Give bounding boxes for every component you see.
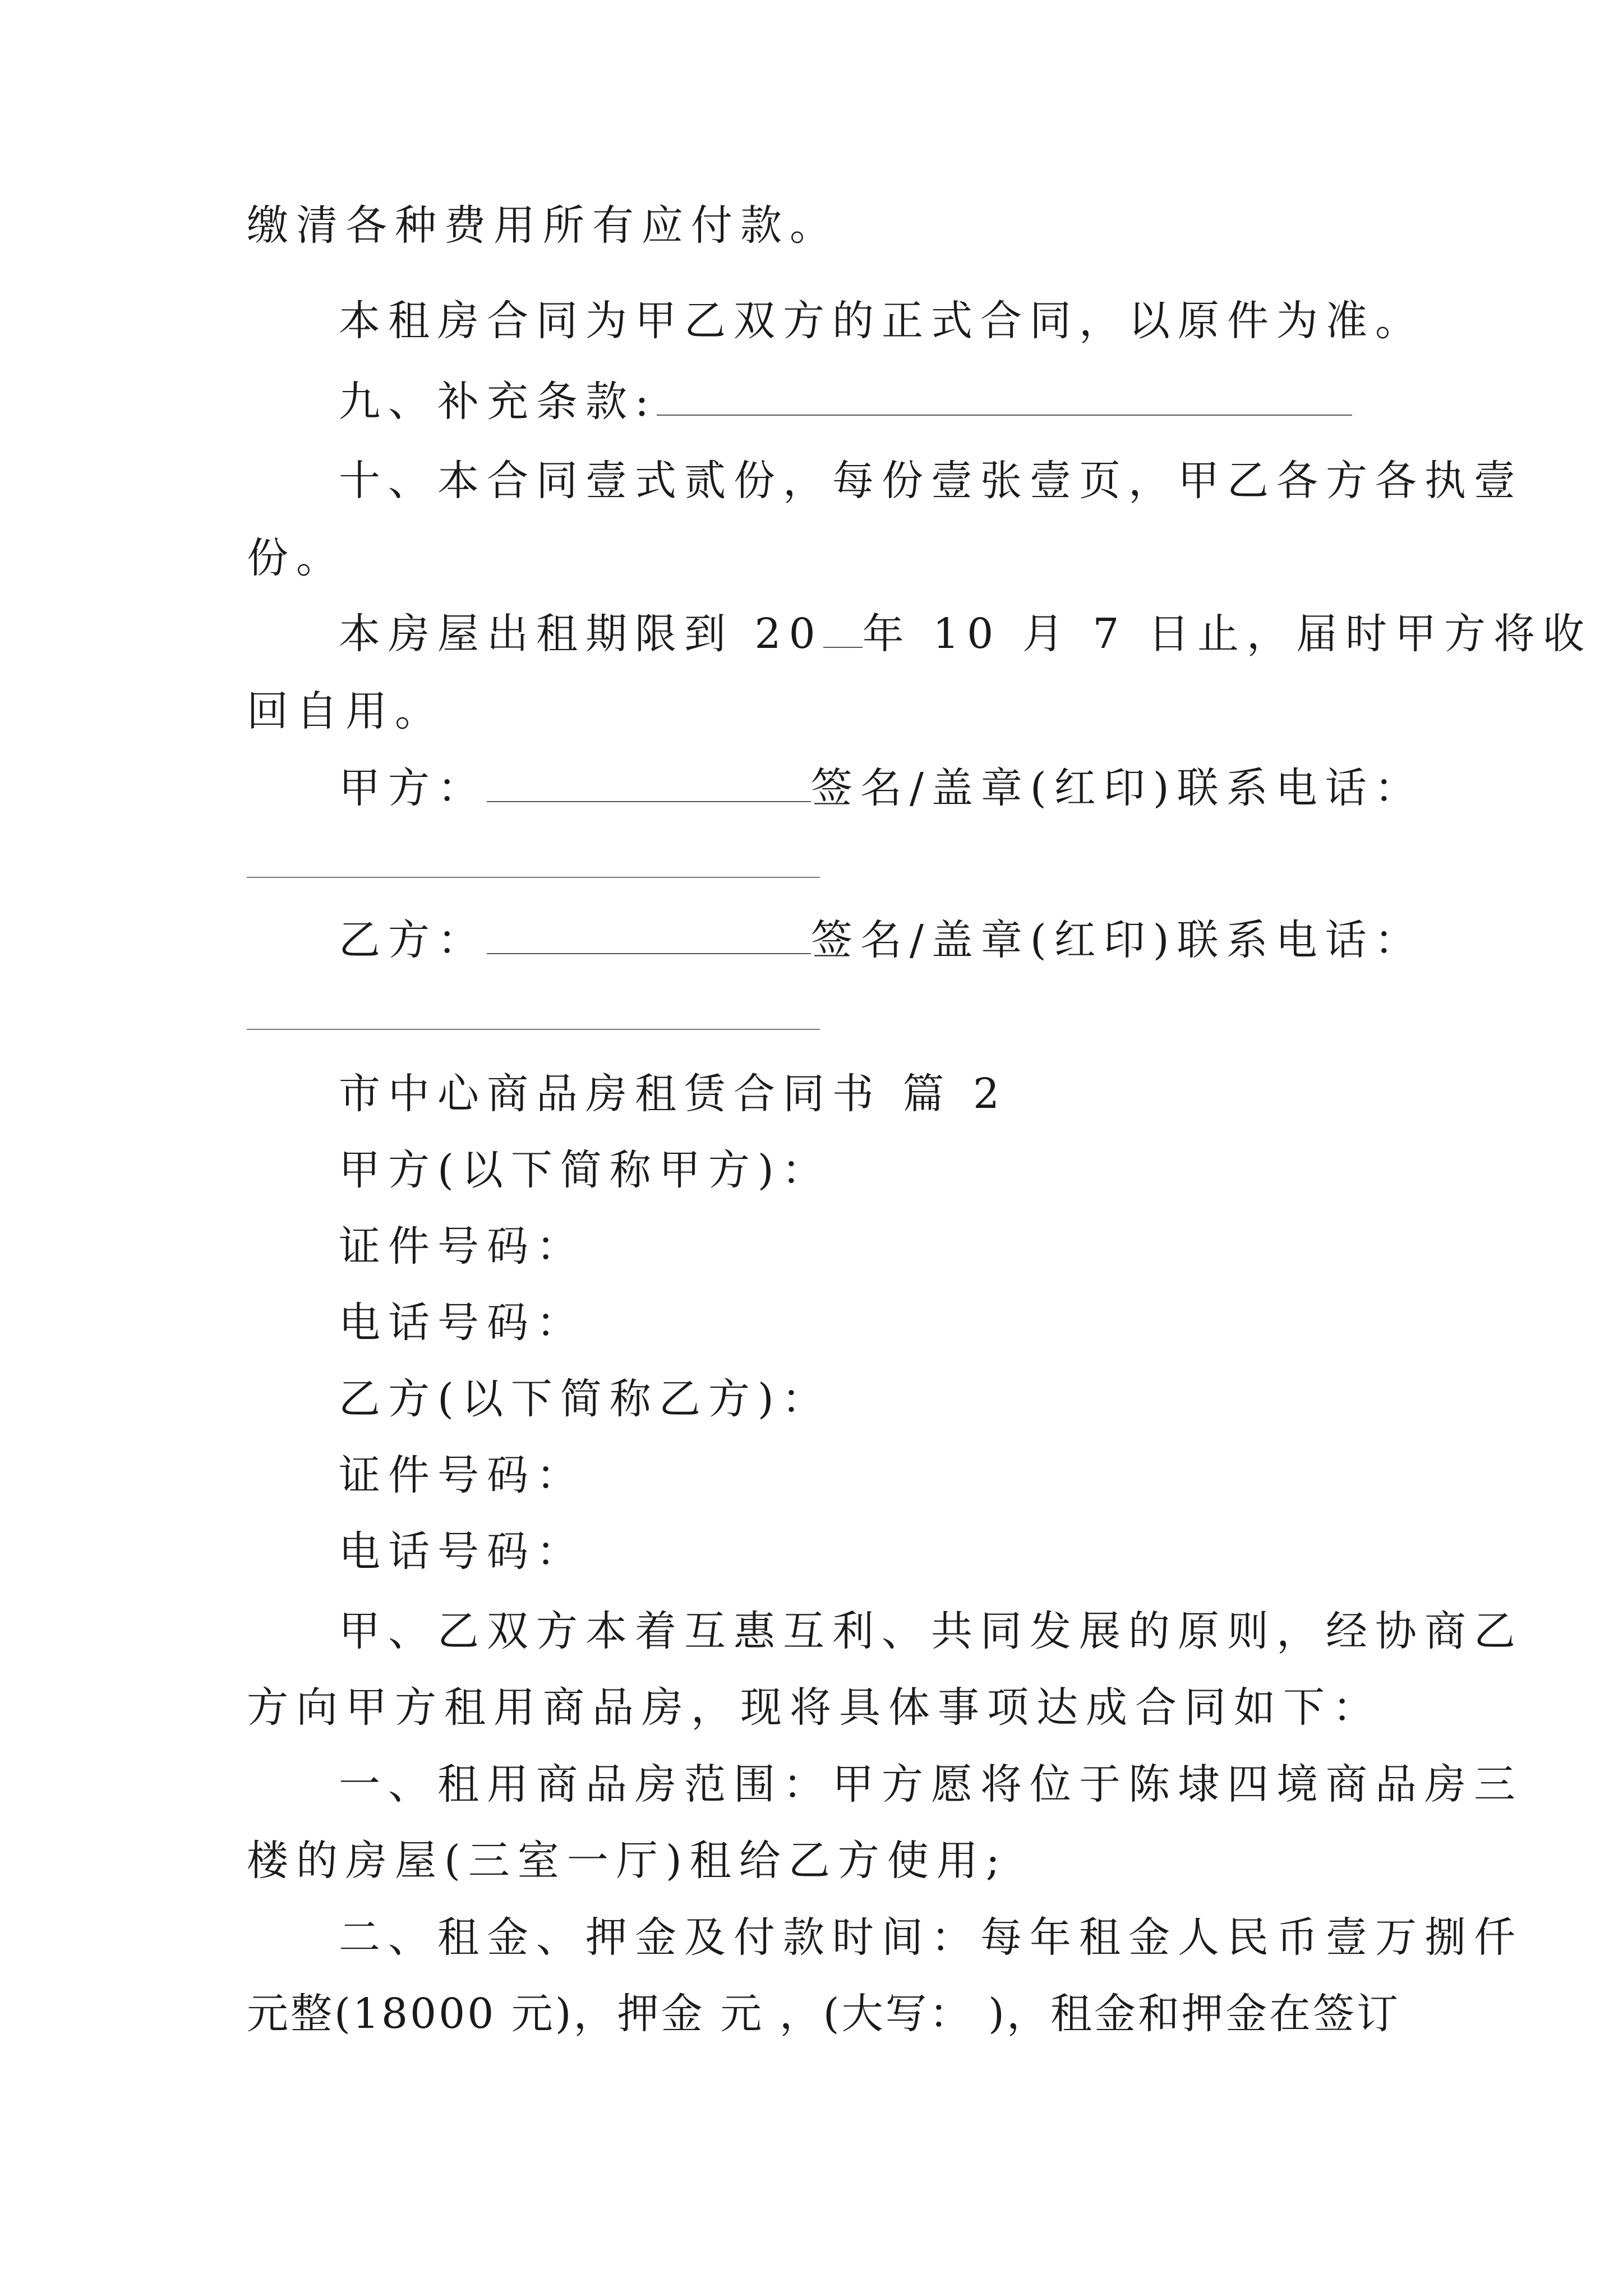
lease-term-text-cont: 年 10 月 7 日止，届时甲方将收: [862, 610, 1593, 658]
text-line: 电话号码：: [339, 1299, 585, 1347]
text-line: 甲方(以下简称甲方)：: [339, 1146, 831, 1194]
party-b-signature-line: [339, 912, 1477, 968]
text-line: 一、租用商品房范围：甲方愿将位于陈埭四境商品房三: [339, 1760, 1523, 1809]
supplementary-terms-blank: [657, 375, 1352, 416]
text-line: 乙方(以下简称乙方)：: [339, 1375, 831, 1423]
text-line: 缴清各种费用所有应付款。: [247, 201, 839, 250]
party-b-name-blank: [487, 914, 811, 954]
text-line: 电话号码：: [339, 1527, 585, 1576]
party-b-phone-blank: [247, 1029, 820, 1030]
text-line: 份。: [247, 534, 345, 582]
lease-term-line: [339, 606, 1593, 662]
text-line: 证件号码：: [339, 1222, 585, 1271]
party-a-phone-blank: [247, 877, 820, 878]
party-a-name-blank: [487, 762, 811, 802]
text-line: 方向甲方租用商品房，现将具体事项达成合同如下：: [247, 1683, 1382, 1732]
text-line: 本租房合同为甲乙双方的正式合同，以原件为准。: [339, 297, 1424, 345]
section-heading: 市中心商品房租赁合同书 篇 2: [339, 1070, 1008, 1118]
lease-term-text: 本房屋出租期限到 20: [339, 610, 823, 658]
party-b-sign-phone-label: 签名/盖章(红印)联系电话：: [811, 916, 1424, 964]
supplementary-terms-label: 九、补充条款:: [339, 378, 657, 426]
text-line: 元整(18000 元)，押金 元 ，(大写： )，租金和押金在签订: [247, 1990, 1400, 2038]
text-line: 二、租金、押金及付款时间：每年租金人民币壹万捌仟: [339, 1913, 1523, 1962]
party-a-sign-phone-label: 签名/盖章(红印)联系电话：: [811, 764, 1424, 812]
text-line: 回自用。: [247, 687, 444, 735]
text-line: 甲、乙双方本着互惠互利、共同发展的原则，经协商乙: [339, 1607, 1523, 1655]
party-a-signature-line: [339, 760, 1477, 816]
text-line: 证件号码：: [339, 1451, 585, 1499]
text-line: 十、本合同壹式贰份，每份壹张壹页，甲乙各方各执壹: [339, 457, 1523, 505]
text-line: 楼的房屋(三室一厅)租给乙方使用;: [247, 1837, 1008, 1885]
party-a-label: 甲方：: [339, 764, 487, 812]
party-b-label: 乙方：: [339, 916, 487, 964]
year-blank: [823, 608, 863, 648]
supplementary-terms-line: [339, 374, 1477, 430]
